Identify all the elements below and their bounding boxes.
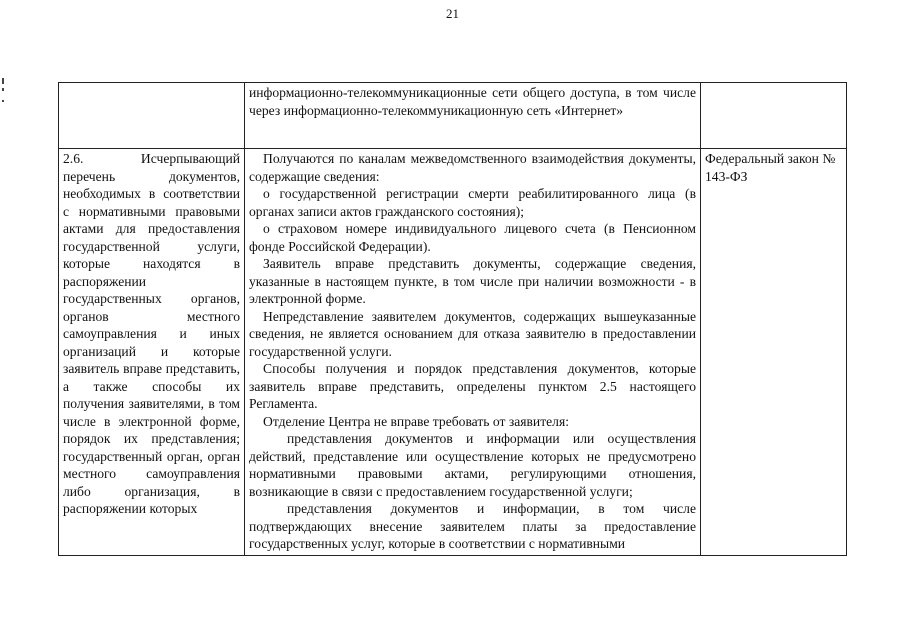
- table-cell: [701, 83, 847, 149]
- table-cell: [245, 149, 701, 556]
- page-number: 21: [446, 6, 459, 21]
- margin-mark: [2, 100, 4, 102]
- paragraph: Способы получения и порядок представления документов, которые заявитель вправе представить, определены пунктом 2.5 настоящего Регламента.: [249, 361, 696, 411]
- table-cell: [701, 149, 847, 556]
- margin-mark: [2, 78, 4, 84]
- cell-text: информационно-телекоммуникационные сети общего доступа, в том числе через информационно-телекоммуникационную сеть «Интернет»: [249, 85, 696, 118]
- table-row: [59, 149, 847, 556]
- paragraph: о страховом номере индивидуального лицевого счета (в Пенсионном фонде Российской Федерации).: [249, 221, 696, 254]
- paragraph: представления документов и информации, в том числе подтверждающих внесение заявителем платы за предоставление государственных услуг, которые в соответствии с нормативными: [249, 501, 696, 551]
- table-cell: [59, 83, 245, 149]
- legal-basis: Федеральный закон № 143-ФЗ: [705, 151, 836, 184]
- margin-mark: [2, 88, 4, 91]
- requirement-title: 2.6. Исчерпывающий перечень документов, необходимых в соответствии с нормативными правовыми актами для предоставления государственной услуги, которые находятся в распоряжении государственных органов, органов местного самоуправления и иных организаций и которые заявитель вправе представить, а также способы их получения заявителями, в том числе в электронной форме, порядок их представления; государственный орган, орган местного самоуправления либо организация, в распоряжении которых: [63, 151, 240, 516]
- paragraph: Отделение Центра не вправе требовать от заявителя:: [263, 413, 569, 429]
- regulation-table: [58, 82, 847, 556]
- paragraph: Заявитель вправе представить документы, содержащие сведения, указанные в настоящем пункте, в том числе при наличии возможности - в электронной форме.: [249, 256, 696, 306]
- table-cell: [59, 149, 245, 556]
- paragraph: Непредставление заявителем документов, содержащих вышеуказанные сведения, не является основанием для отказа заявителю в предоставлении государственной услуги.: [249, 308, 696, 359]
- paragraph: представления документов и информации или осуществления действий, представление или осуществление которых не предусмотрено нормативными правовыми актами, регулирующими отношения, возникающие в связи с предоставлением государственной услуги;: [249, 431, 696, 499]
- table-cell: [245, 83, 701, 149]
- paragraph: Получаются по каналам межведомственного взаимодействия документы, содержащие сведения:: [249, 151, 696, 184]
- paragraph: о государственной регистрации смерти реабилитированного лица (в органах записи актов гражданского состояния);: [249, 186, 696, 219]
- table-row: [59, 83, 847, 149]
